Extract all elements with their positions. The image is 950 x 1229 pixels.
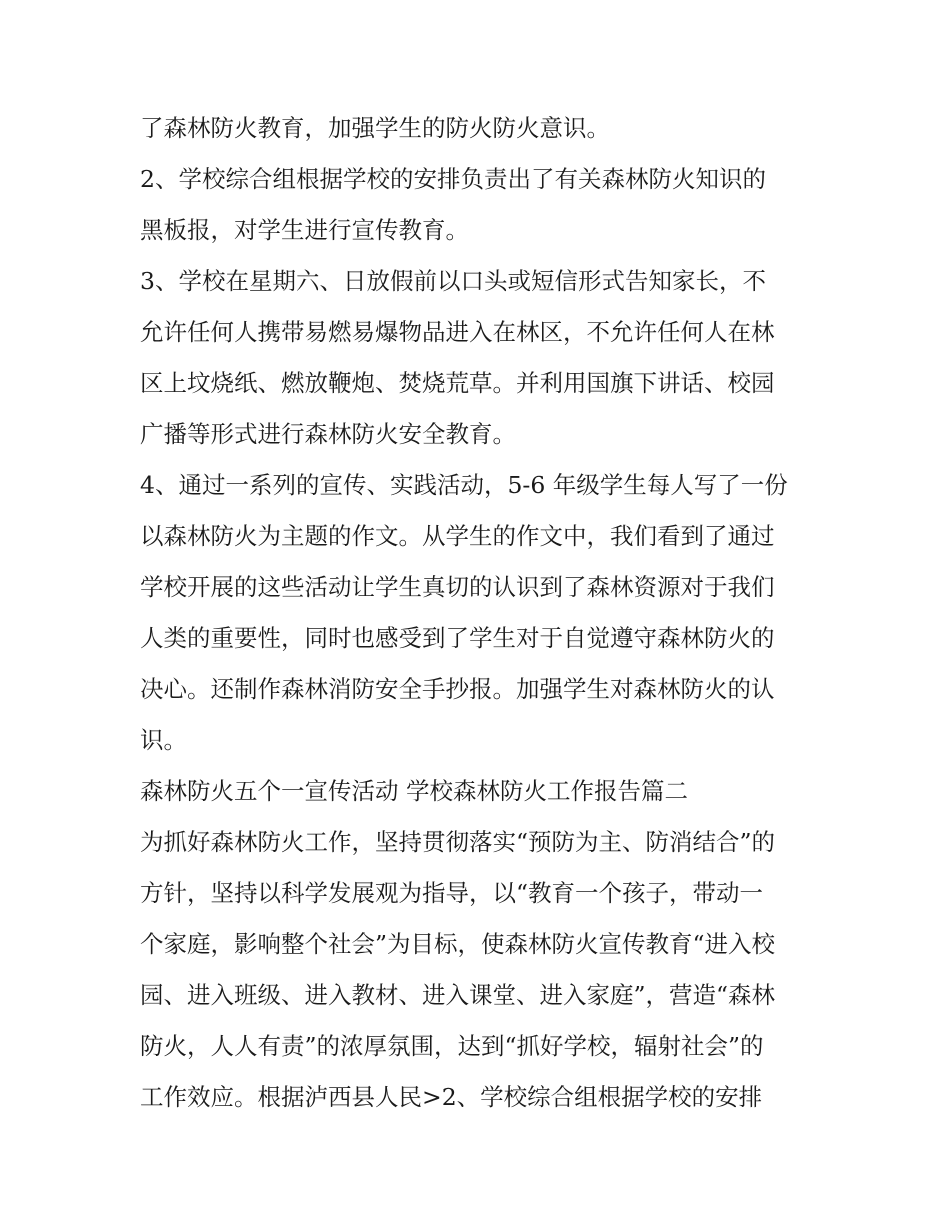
document-body xyxy=(140,103,820,1123)
text-line: 以森林防火为主题的作文。从学生的作文中，我们看到了通过 xyxy=(140,522,775,550)
section-heading: 森林防火五个一宣传活动 学校森林防火工作报告篇二 xyxy=(140,777,688,805)
text-line: 防火，人人有责”的浓厚氛围，达到“抓好学校，辐射社会”的 xyxy=(140,1032,764,1060)
text-line: 广播等形式进行森林防火安全教育。 xyxy=(140,420,516,448)
text-line: 个家庭，影响整个社会”为目标，使森林防火宣传教育“进入校 xyxy=(140,930,776,958)
text-line: 为抓好森林防火工作，坚持贯彻落实“预防为主、防消结合”的 xyxy=(140,828,776,856)
text-line: 区上坟烧纸、燃放鞭炮、焚烧荒草。并利用国旗下讲话、校园 xyxy=(140,369,775,397)
text-line: 允许任何人携带易燃易爆物品进入在林区，不允许任何人在林 xyxy=(140,318,775,346)
text-line: 识。 xyxy=(140,726,187,754)
text-line: 了森林防火教育，加强学生的防火防火意识。 xyxy=(140,114,610,142)
text-line: 2、学校综合组根据学校的安排负责出了有关森林防火知识的 xyxy=(140,165,766,193)
text-line: 方针，坚持以科学发展观为指导，以“教育一个孩子，带动一 xyxy=(140,879,764,907)
text-line: 4、通过一系列的宣传、实践活动，5-6 年级学生每人写了一份 xyxy=(140,471,788,499)
text-line: 黑板报，对学生进行宣传教育。 xyxy=(140,216,469,244)
text-line: 工作效应。根据泸西县人民>2、学校综合组根据学校的安排 xyxy=(140,1083,763,1111)
text-line: 决心。还制作森林消防安全手抄报。加强学生对森林防火的认 xyxy=(140,675,775,703)
text-line: 3、学校在星期六、日放假前以口头或短信形式告知家长，不 xyxy=(140,267,766,295)
text-line: 人类的重要性，同时也感受到了学生对于自觉遵守森林防火的 xyxy=(140,624,775,652)
text-line: 学校开展的这些活动让学生真切的认识到了森林资源对于我们 xyxy=(140,573,775,601)
text-line: 园、进入班级、进入教材、进入课堂、进入家庭”，营造“森林 xyxy=(140,981,776,1009)
